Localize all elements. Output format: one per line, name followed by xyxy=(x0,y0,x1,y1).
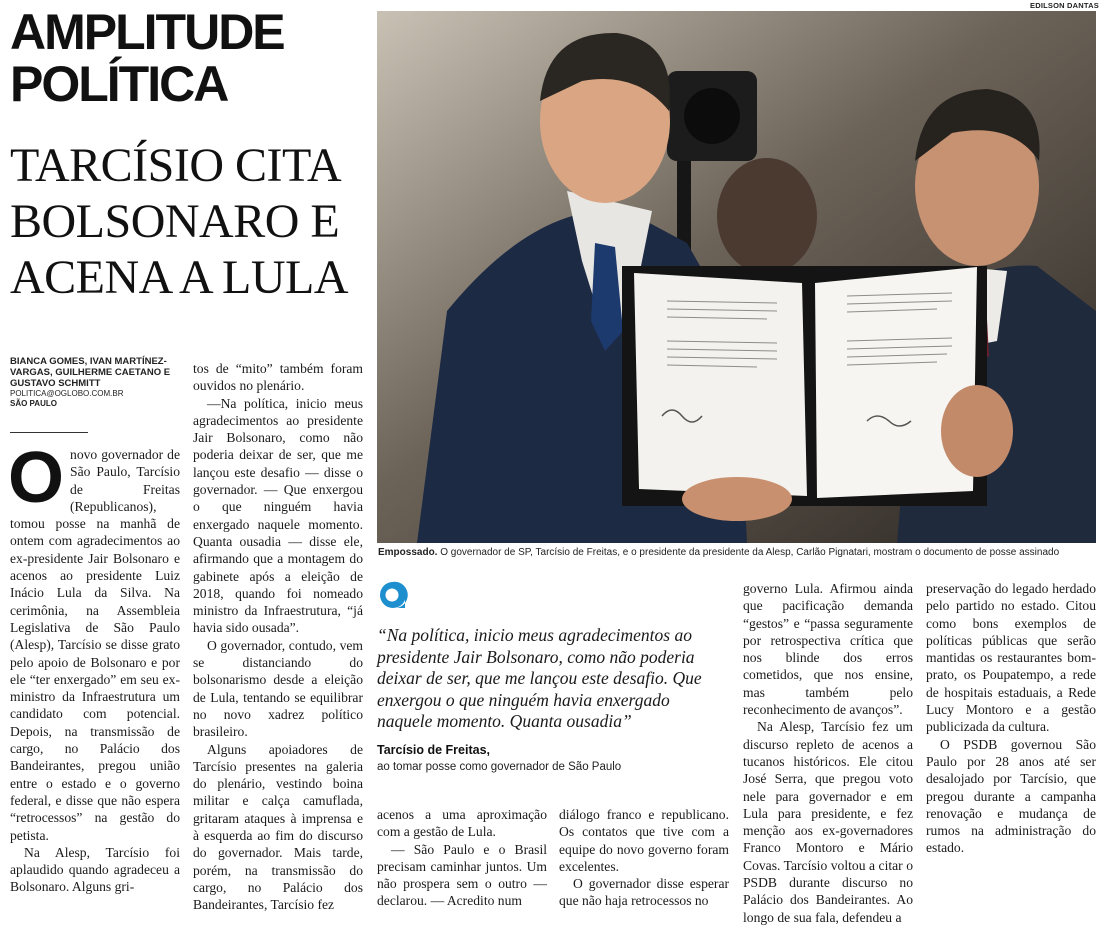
photo-illustration xyxy=(377,11,1096,543)
article-paragraph: Na Alesp, Tarcísio fez um discurso repleto de acenos a tucanos históricos. Ele citou José Serra, que pregou voto nele para governador e em Lula para presidente, e fez menção aos ex-governadores Franco Montoro e Mário Covas. Tarcísio voltou a citar o PSDB durante discurso no Palácio dos Bandeirantes. Ao longo de sua fala, defendeu a xyxy=(743,719,913,925)
quote-author: Tarcísio de Freitas, xyxy=(377,743,491,757)
article-paragraph: O PSDB governou São Paulo por 28 anos até ser desalojado por Tarcísio, que pregou durante a campanha renovação e mudança de rumos na administração do estado. xyxy=(926,736,1096,856)
article-paragraph: Onovo governador de São Paulo, Tarcísio de Freitas (Republicanos), tomou posse na manhã de ontem com agradecimentos ao ex-presidente Jair Bolsonaro e acenos ao presidente Luiz Inácio Lula da Silva. Na cerimônia, na Assembleia Legislativa de São Paulo (Alesp), Tarcísio se disse grato pelo apoio de Bolsonaro e por ele “ter enxergado” em seu ex-ministro da Infraestrutura um candidato com potencial. Depois, na transmissão de cargo, no Palácio dos Bandeirantes, pregou união entre o estado e o governo federal, e disse que não espera “retrocessos” na gestão do petista. xyxy=(8,438,180,843)
byline-location: SÃO PAULO xyxy=(10,399,57,408)
pull-quote: “Na política, inicio meus agradecimentos ao presidente Jair Bolsonaro, como não poderia deixar de ser, que me lançou este desafio. Que enxergou o que ninguém havia enxergado naquele momento. Quanta ousadia” xyxy=(377,625,702,731)
article-paragraph: Na Alesp, Tarcísio foi aplaudido quando agradeceu a Bolsonaro. Alguns gri- xyxy=(10,844,180,895)
ceremony-photo xyxy=(377,11,1096,543)
article-paragraph: preservação do legado herdado pelo partido no estado. Citou como bons exemplos de políticas públicas que serão mantidas os restaurantes bom-prato, os Poupatempo, a rede de hospitais estaduais, a Rede Lucy Montoro e a gestão publicizada da cultura. xyxy=(926,581,1096,735)
byline-divider xyxy=(10,432,88,433)
caption-lead: Empossado. xyxy=(378,547,438,558)
article-paragraph: O governador disse esperar que não haja retrocessos no xyxy=(559,876,729,909)
article-column-1 xyxy=(8,438,180,908)
quote-author-role: ao tomar posse como governador de São Paulo xyxy=(377,761,622,773)
kicker: AMPLITUDE POLÍTICA xyxy=(10,4,284,112)
article-column-3 xyxy=(377,806,547,908)
headline: TARCÍSIO CITA BOLSONARO E ACENA A LULA xyxy=(10,139,349,304)
article-paragraph: governo Lula. Afirmou ainda que pacificação demanda “gestos” e “passa seguramente por retrospectiva crítica que nos blinde dos erros cometidos, que nos ensine, mas também pelo reconhecimento de avanços”. xyxy=(743,581,913,718)
article-column-4 xyxy=(559,806,729,908)
byline-email[interactable]: POLITICA@OGLOBO.COM.BR xyxy=(10,389,124,398)
photo-caption xyxy=(378,546,1098,559)
byline xyxy=(10,356,190,409)
article-paragraph: tos de “mito” também foram ouvidos no plenário. xyxy=(193,361,363,394)
photo-credit: EDILSON DANTAS xyxy=(1030,1,1099,10)
article-column-5 xyxy=(743,580,913,925)
article-paragraph: O governador, contudo, vem se distanciando do bolsonarismo desde a eleição de Lula, tentando se equilibrar no novo xadrez político brasileiro. xyxy=(193,637,363,740)
article-paragraph: diálogo franco e republicano. Os contatos que tive com a equipe do novo governo foram excelentes. xyxy=(559,807,729,874)
article-column-2 xyxy=(193,360,363,913)
article-paragraph: —Na política, inicio meus agradecimentos ao presidente Jair Bolsonaro, como não poderia deixar de ser, que me lançou este desafio — disse o governador. — Que enxergou o que ninguém havia enxergado naquele momento. Quanta ousadia — disse ele, afirmando que a montagem do gabinete após a eleição de 2018, quando foi nomeado ministro da Infraestrutura, “já havia sido ousada”. xyxy=(193,395,363,636)
byline-authors: BIANCA GOMES, IVAN MARTÍNEZ-VARGAS, GUILHERME CAETANO E GUSTAVO SCHMITT xyxy=(10,356,171,389)
article-paragraph: acenos a uma aproximação com a gestão de Lula. xyxy=(377,807,547,840)
article-paragraph: — São Paulo e o Brasil precisam caminhar juntos. Um não prospera sem o outro — declarou. — Acredito num xyxy=(377,841,547,909)
drop-cap: O xyxy=(8,438,65,518)
quote-icon xyxy=(377,580,407,610)
caption-text: O governador de SP, Tarcísio de Freitas, e o presidente da presidente da Alesp, Carlão Pignatari, mostram o documento de posse assinado xyxy=(437,547,1060,558)
article-column-6 xyxy=(926,580,1096,908)
article-paragraph: Alguns apoiadores de Tarcísio presentes na galeria do plenário, vestindo boina militar e calça camuflada, gritaram ataques à imprensa e à esquerda ao fim do discurso do governador. Mais tarde, porém, na transmissão do cargo, no Palácio dos Bandeirantes, Tarcísio fez xyxy=(193,741,363,913)
